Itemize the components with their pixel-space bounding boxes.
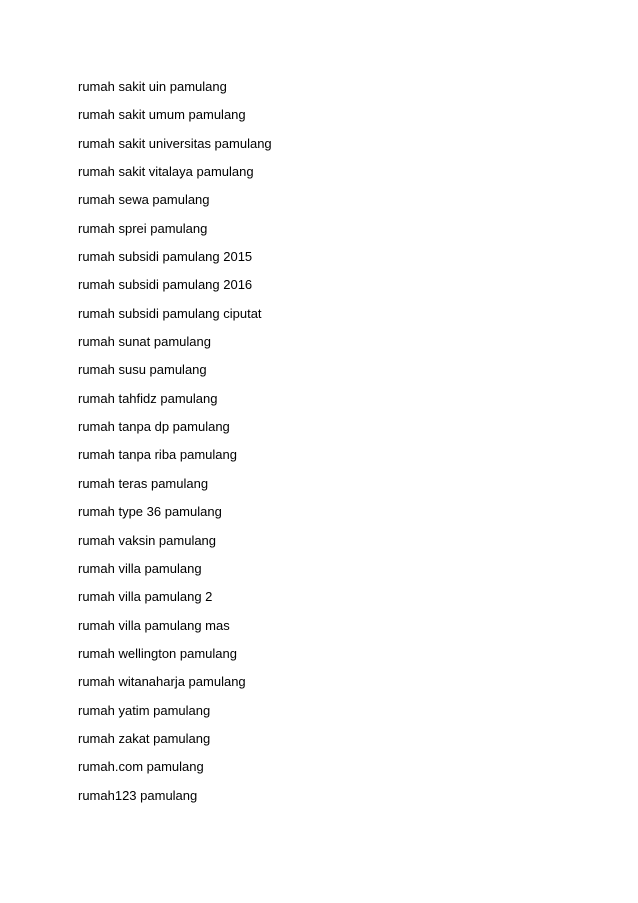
keyword-list bbox=[78, 78, 272, 815]
list-item: rumah villa pamulang 2 bbox=[78, 589, 213, 605]
list-item: rumah witanaharja pamulang bbox=[78, 674, 246, 690]
list-item: rumah villa pamulang bbox=[78, 560, 202, 576]
list-item: rumah yatim pamulang bbox=[78, 702, 211, 718]
list-item: rumah subsidi pamulang ciputat bbox=[78, 305, 262, 321]
list-item: rumah.com pamulang bbox=[78, 759, 204, 775]
list-item: rumah susu pamulang bbox=[78, 362, 207, 378]
list-item: rumah sakit uin pamulang bbox=[78, 79, 227, 94]
list-item: rumah tanpa riba pamulang bbox=[78, 447, 237, 463]
list-item: rumah sakit vitalaya pamulang bbox=[78, 164, 254, 180]
list-item: rumah teras pamulang bbox=[78, 475, 209, 491]
list-item: rumah wellington pamulang bbox=[78, 645, 237, 661]
list-item: rumah subsidi pamulang 2015 bbox=[78, 249, 253, 265]
list-item: rumah zakat pamulang bbox=[78, 730, 211, 746]
list-item: rumah sprei pamulang bbox=[78, 220, 208, 236]
list-item: rumah sakit umum pamulang bbox=[78, 107, 246, 123]
list-item: rumah villa pamulang mas bbox=[78, 617, 230, 633]
list-item: rumah tahfidz pamulang bbox=[78, 390, 218, 406]
list-item: rumah sunat pamulang bbox=[78, 334, 211, 350]
list-item: rumah subsidi pamulang 2016 bbox=[78, 277, 253, 293]
list-item: rumah123 pamulang bbox=[78, 787, 198, 803]
list-item: rumah type 36 pamulang bbox=[78, 504, 222, 520]
list-item: rumah sakit universitas pamulang bbox=[78, 135, 272, 151]
list-item: rumah sewa pamulang bbox=[78, 192, 210, 208]
list-item: rumah vaksin pamulang bbox=[78, 532, 217, 548]
list-item: rumah tanpa dp pamulang bbox=[78, 419, 230, 435]
